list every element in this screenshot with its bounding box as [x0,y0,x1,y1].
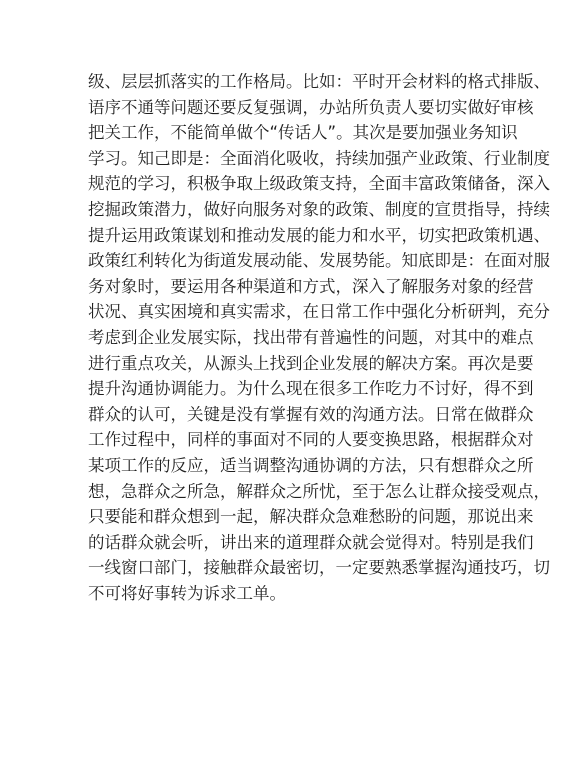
text-line: 学习。知己即是：全面消化吸收，持续加强产业政策、行业制度 [88,148,550,168]
body-paragraph [88,69,550,606]
text-line: 进行重点攻关，从源头上找到企业发展的解决方案。再次是要 [88,353,534,373]
text-line: 群众的认可，关键是没有掌握有效的沟通方法。日常在做群众 [88,404,534,424]
text-line: 状况、真实困境和真实需求，在日常工作中强化分析研判，充分 [88,302,550,322]
text-line: 不可将好事转为诉求工单。 [88,583,286,603]
text-line: 规范的学习，积极争取上级政策支持，全面丰富政策储备，深入 [88,174,550,194]
text-line: 务对象时，要运用各种渠道和方式，深入了解服务对象的经营 [88,276,534,296]
text-line: 的话群众就会听，讲出来的道理群众就会觉得对。特别是我们 [88,532,534,552]
text-line: 挖掘政策潜力，做好向服务对象的政策、制度的宣贯指导，持续 [88,199,550,219]
text-line: 考虑到企业发展实际，找出带有普遍性的问题，对其中的难点 [88,327,534,347]
text-line: 提升运用政策谋划和推动发展的能力和水平，切实把政策机遇、 [88,225,550,245]
text-line: 提升沟通协调能力。为什么现在很多工作吃力不讨好，得不到 [88,379,534,399]
text-line: 只要能和群众想到一起，解决群众急难愁盼的问题，那说出来 [88,507,534,527]
text-line: 级、层层抓落实的工作格局。比如：平时开会材料的格式排版、 [88,72,550,91]
text-line: 工作过程中，同样的事面对不同的人要变换思路，根据群众对 [88,430,534,450]
text-line: 某项工作的反应，适当调整沟通协调的方法，只有想群众之所 [88,455,534,475]
text-line: 一线窗口部门，接触群众最密切，一定要熟悉掌握沟通技巧，切 [88,558,550,578]
text-line: 想，急群众之所急，解群众之所忧，至于怎么让群众接受观点， [88,481,550,501]
text-line: 政策红利转化为街道发展动能、发展势能。知底即是：在面对服 [88,251,550,271]
text-line: 语序不通等问题还要反复强调，办站所负责人要切实做好审核 [88,97,534,117]
text-line: 把关工作，不能简单做个“传话人”。其次是要加强业务知识 [88,123,518,143]
